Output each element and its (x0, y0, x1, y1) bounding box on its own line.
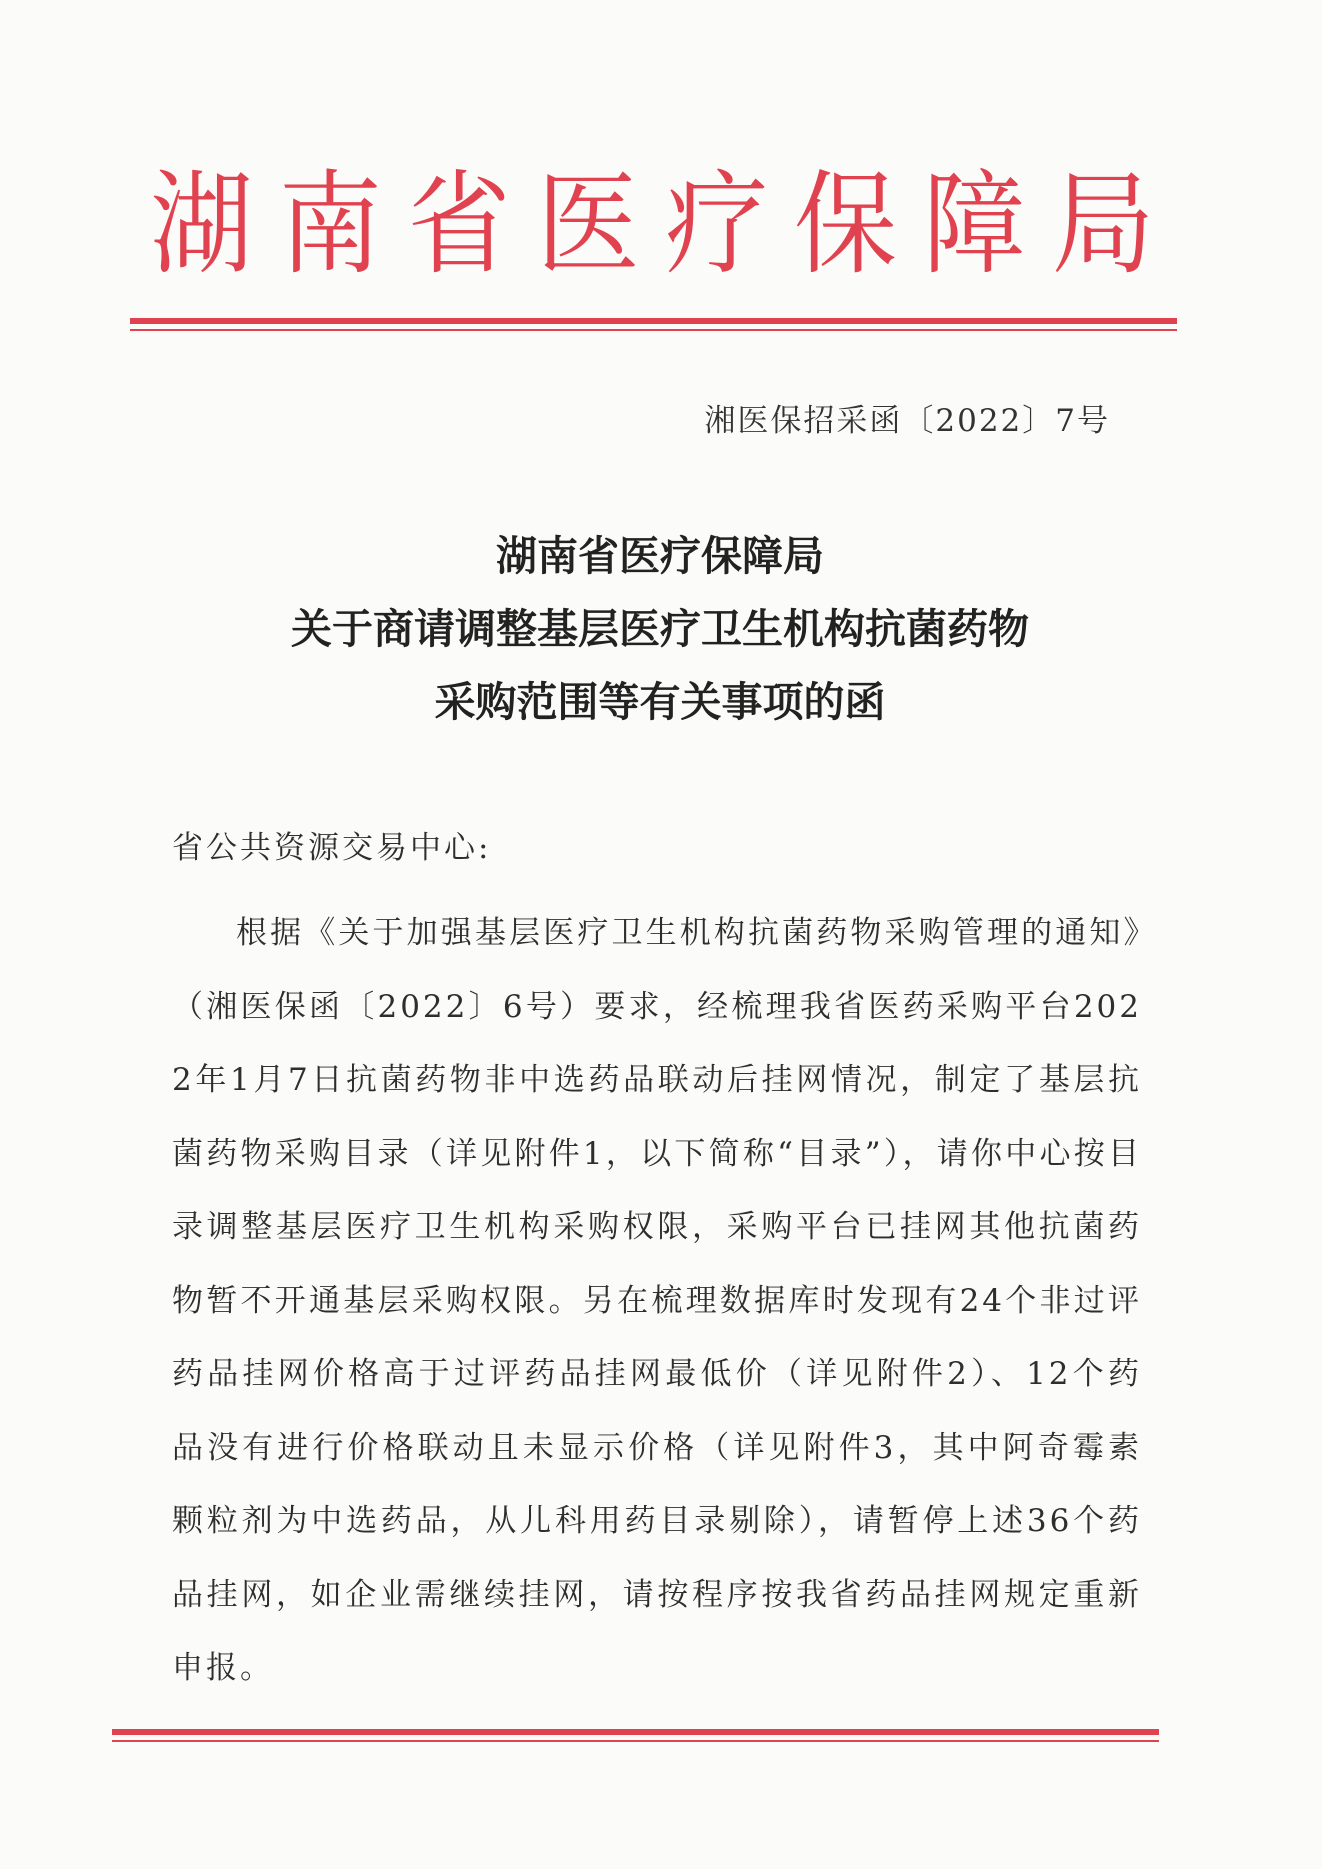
letterhead-title: 湖南省医疗保障局 (150, 160, 1181, 290)
document-title (170, 520, 1150, 739)
footer-divider-thick (112, 1729, 1159, 1735)
body-paragraph: 根据《关于加强基层医疗卫生机构抗菌药物采购管理的通知》（湘医保函〔2022〕6号）要求，经梳理我省医药采购平台2022年1月7日抗菌药物非中选药品联动后挂网情况，制定了基层抗菌药物采购目录（详见附件1，以下简称“目录”），请你中心按目录调整基层医疗卫生机构采购权限，采购平台已挂网其他抗菌药物暂不开通基层采购权限。另在梳理数据库时发现有24个非过评药品挂网价格高于过评药品挂网最低价（详见附件2）、12个药品没有进行价格联动且未显示价格（详见附件3，其中阿奇霉素颗粒剂为中选药品，从儿科用药目录剔除），请暂停上述36个药品挂网，如企业需继续挂网，请按程序按我省药品挂网规定重新申报。 (172, 915, 1142, 1686)
document-number: 湘医保招采函〔2022〕7号 (704, 403, 1110, 439)
salutation: 省公共资源交易中心: (172, 830, 492, 866)
letterhead-divider-thin (130, 329, 1177, 331)
footer-divider-thin (112, 1740, 1159, 1742)
letterhead-divider-thick (130, 318, 1177, 324)
title-line-1: 湖南省医疗保障局 (496, 532, 824, 580)
title-line-3: 采购范围等有关事项的函 (434, 678, 886, 726)
title-line-2: 关于商请调整基层医疗卫生机构抗菌药物 (291, 605, 1029, 653)
